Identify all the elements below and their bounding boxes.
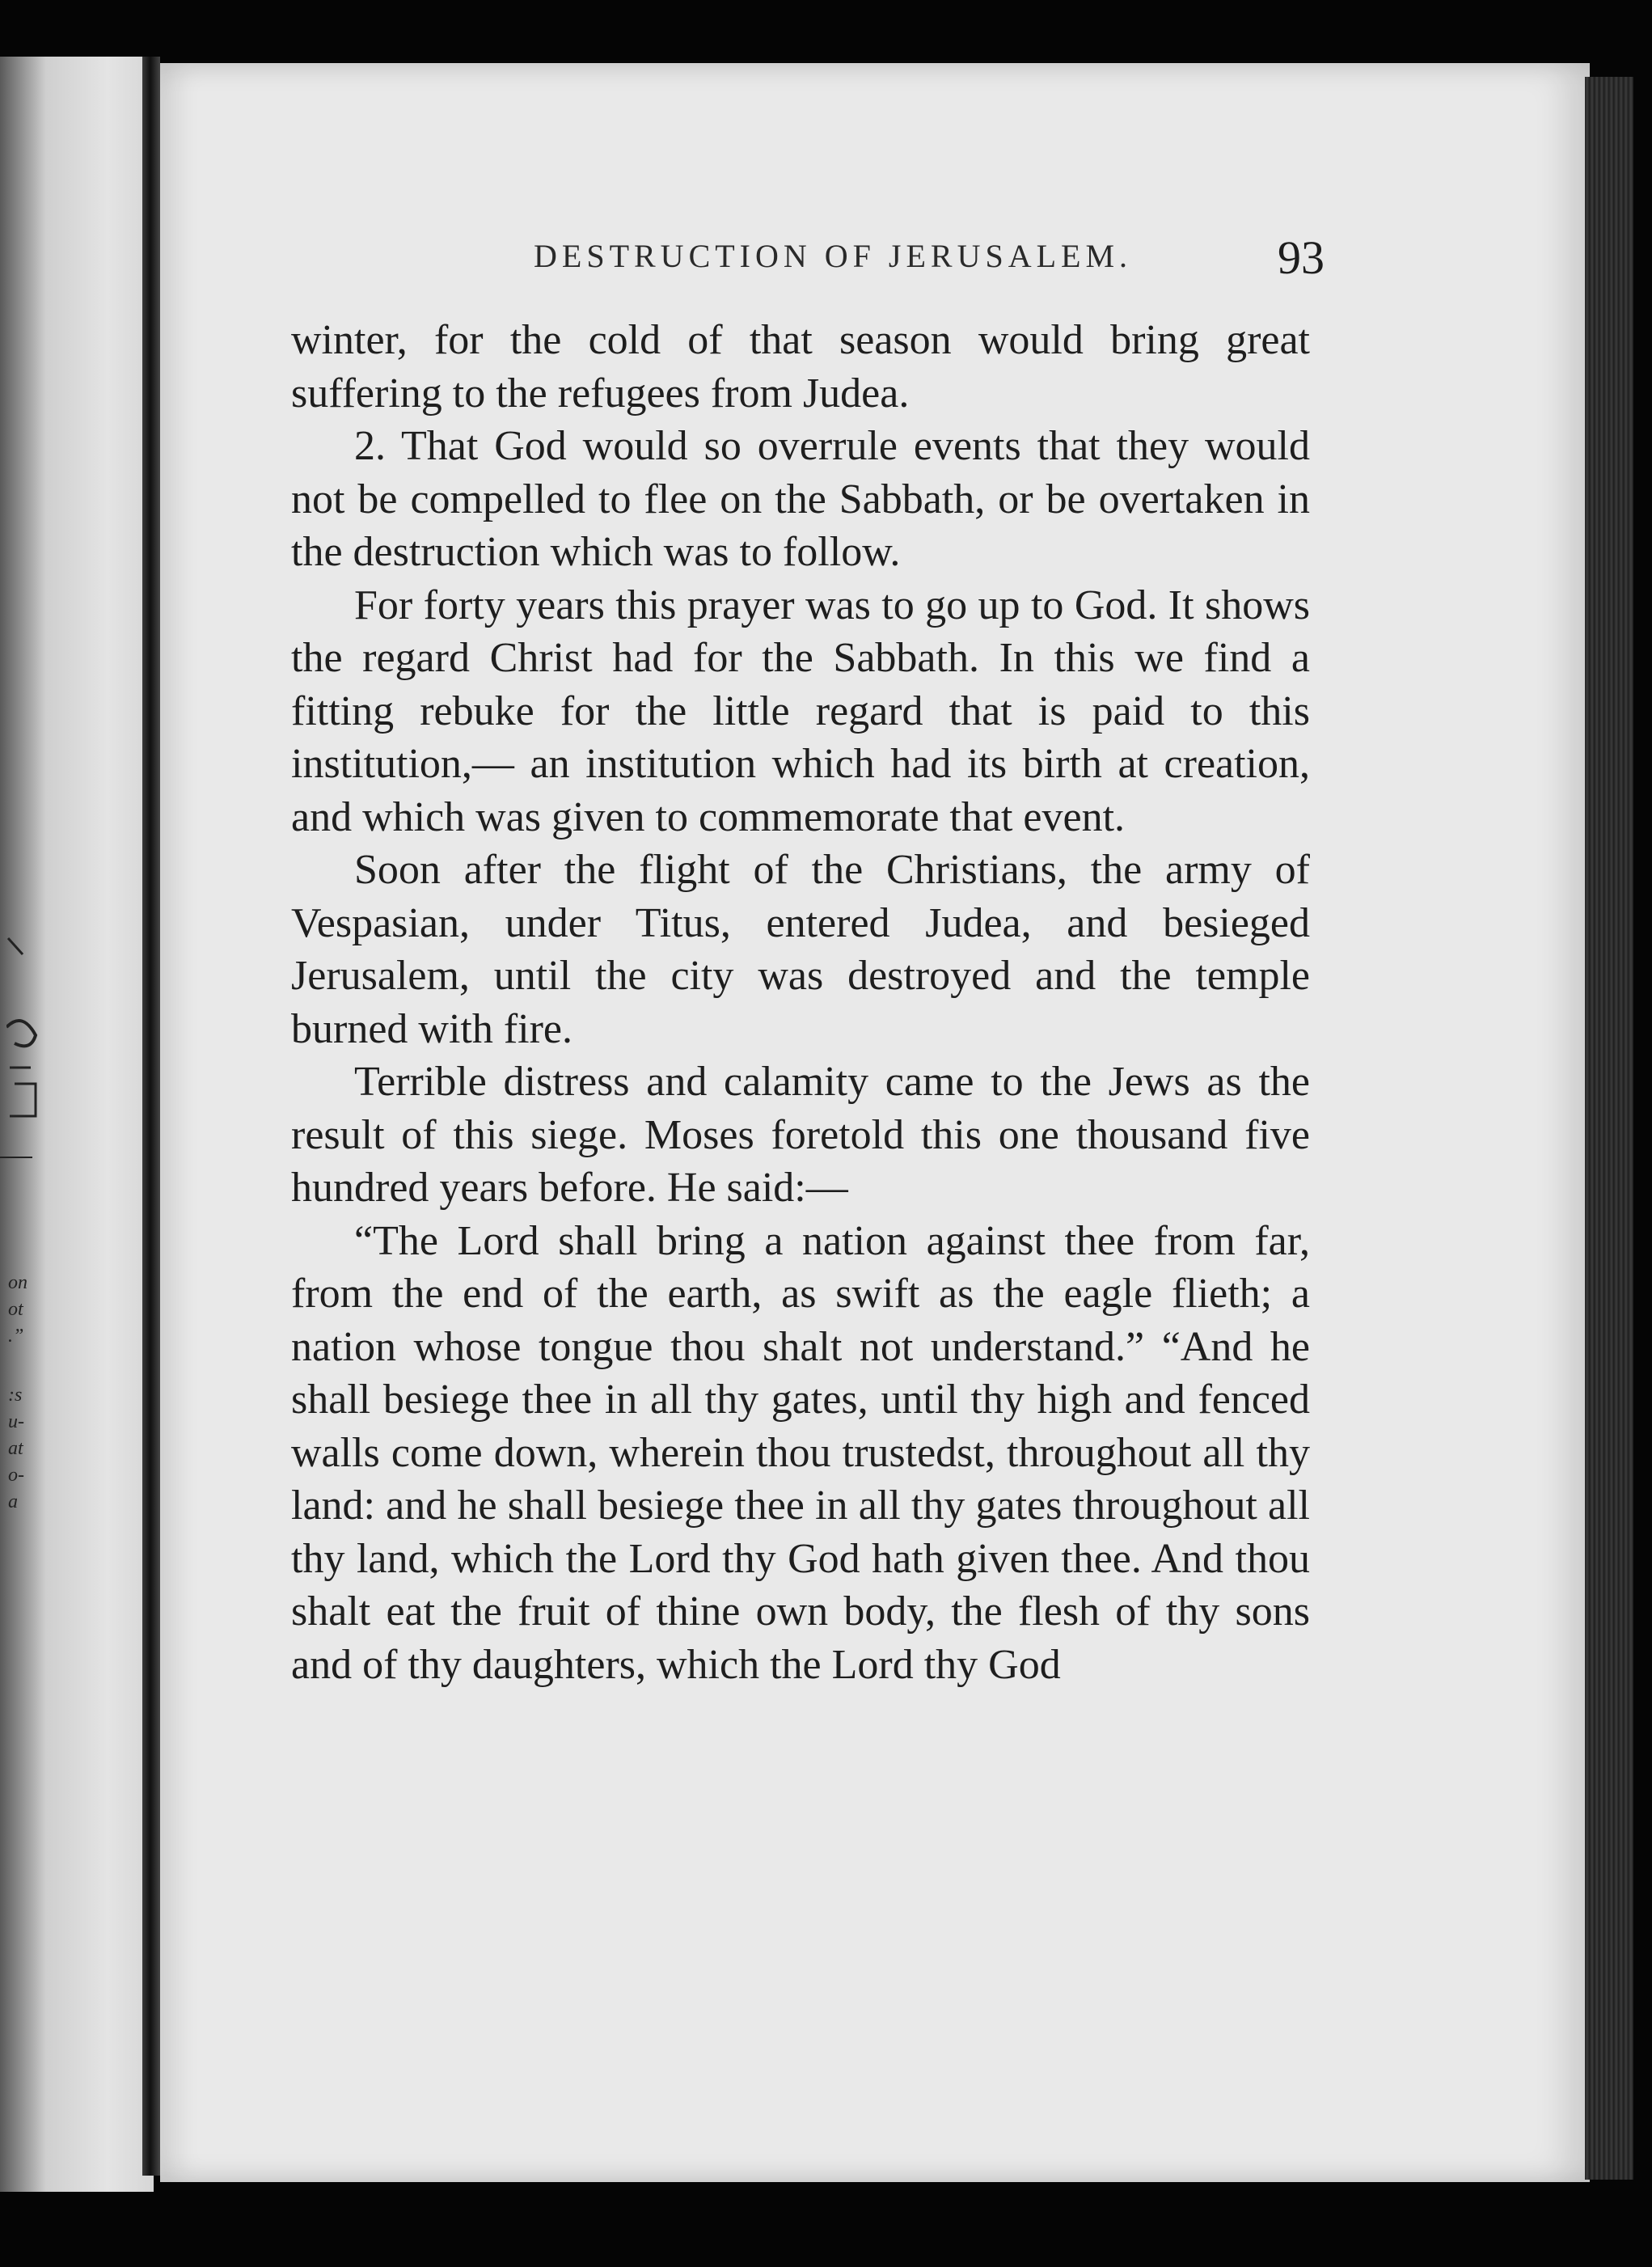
facing-page-fragment: at <box>8 1438 23 1459</box>
facing-page-text-fragments <box>8 1270 57 1516</box>
page-edges <box>1585 77 1633 2180</box>
facing-page-rule <box>0 1157 32 1158</box>
page-number: 93 <box>1278 231 1325 284</box>
paragraph: 2. That God would so overrule events that they would not be compelled to flee on the Sabbath, or be overtaken in the destruction which was to follow. <box>291 423 1310 575</box>
book-spine-gutter <box>142 57 160 2176</box>
paragraph: Terrible distress and calamity came to the Jews as the result of this siege. Moses foretold this one thousand five hundred years before. He said:— <box>291 1059 1310 1211</box>
facing-page-fragment: o- <box>8 1465 24 1486</box>
facing-page-fragment: ot <box>8 1299 23 1320</box>
facing-page-fragment: :s <box>8 1385 23 1406</box>
running-head-title: DESTRUCTION OF JERUSALEM. <box>534 238 1133 274</box>
facing-page-fragment: a <box>8 1491 18 1512</box>
paragraph: For forty years this prayer was to go up to God. It shows the regard Christ had for the Sabbath. In this we find a fitting rebuke for the little regard that is paid to this institution,— an institution which had its birth at creation, and which was given to commemorate that event. <box>291 582 1310 840</box>
facing-page-fragment: on <box>8 1272 27 1293</box>
paragraph: Soon after the flight of the Christians, the army of Vespasian, under Titus, entered Judea, and besieged Jerusalem, until the city was destroyed and the temple burned with fire. <box>291 847 1310 1052</box>
page-body-text <box>291 314 1310 1691</box>
facing-page-fragment: u- <box>8 1411 24 1432</box>
facing-page-illustration-fragment <box>6 930 39 1140</box>
running-head <box>372 231 1585 284</box>
facing-page <box>0 57 154 2192</box>
scripture-quotation: “The Lord shall bring a nation against thee from far, from the end of the earth, as swift as the eagle flieth; a nation whose tongue thou shalt not understand.” “And he shall besiege thee in all thy gates, until thy high and fenced walls come down, wherein thou trustedst, throughout all thy land: and he shall besiege thee in all thy gates throughout all thy land, which the Lord thy God hath given thee. And thou shalt eat the fruit of thine own body, the flesh of thy sons and of thy daughters, which the Lord thy God <box>291 1217 1310 1688</box>
facing-page-fragment: .” <box>8 1326 24 1347</box>
paragraph-continuation: winter, for the cold of that season would bring great suffering to the refugees from Judea. <box>291 317 1310 417</box>
